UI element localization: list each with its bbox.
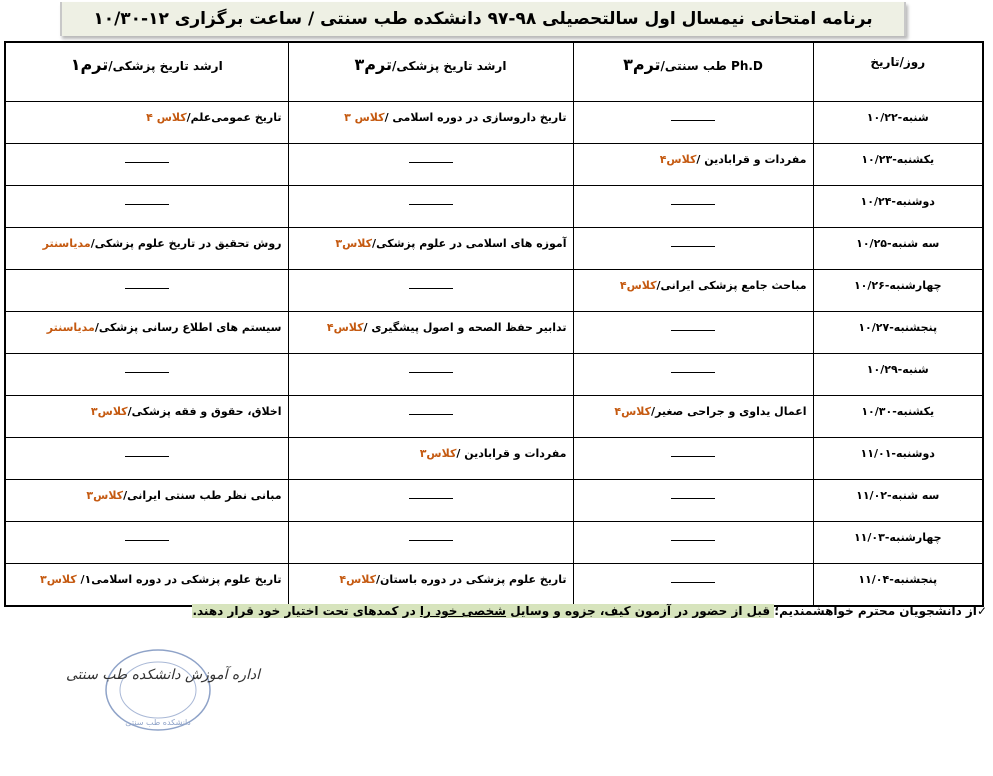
room-label: کلاس۳ (419, 447, 457, 460)
row-date: چهارشنبه-۱۰/۲۶ (813, 270, 983, 312)
row-date: دوشنبه-۱۰/۲۴ (813, 186, 983, 228)
room-label: مدیاسنتر (46, 321, 95, 334)
dash-divider (409, 204, 453, 205)
empty-cell (5, 354, 288, 396)
row-date: سه شنبه-۱۰/۲۵ (813, 228, 983, 270)
empty-cell (5, 144, 288, 186)
dash-divider (671, 540, 715, 541)
row-date: یکشنبه-۱۰/۳۰ (813, 396, 983, 438)
stamp-seal-icon (98, 645, 218, 735)
empty-cell (5, 270, 288, 312)
signature-block (28, 645, 308, 735)
title-text: برنامه امتحانی نیمسال اول سالتحصیلی ۹۸-۹۷ دانشکده طب سنتی / ساعت برگزاری ۱۲-۱۰/۳۰ (93, 9, 873, 29)
empty-cell (5, 522, 288, 564)
header-term3: ارشد تاریخ پزشکی/ترم۳ (288, 42, 573, 102)
empty-cell (573, 522, 813, 564)
room-label: کلاس۴ (339, 573, 377, 586)
empty-cell (5, 186, 288, 228)
room-label: کلاس۴ (326, 321, 364, 334)
header-phd: Ph.D طب سنتی/ترم۳ (573, 42, 813, 102)
table-row (5, 438, 983, 480)
notice-body: قبل از حضور در آزمون کیف، جزوه و وسایل شخصی خود را در کمدهای تحت اختیار خود قرار دهند. (192, 604, 775, 618)
dash-divider (671, 120, 715, 121)
course-cell-t1: اخلاق، حقوق و فقه پزشکی/کلاس۳ (5, 396, 288, 438)
empty-cell (288, 480, 573, 522)
header-term1: ارشد تاریخ پزشکی/ترم۱ (5, 42, 288, 102)
empty-cell (288, 186, 573, 228)
room-label: مدیاسنتر (42, 237, 91, 250)
dash-divider (671, 582, 715, 583)
dash-divider (409, 414, 453, 415)
empty-cell (573, 354, 813, 396)
room-label: کلاس۴ (659, 153, 697, 166)
dash-divider (409, 288, 453, 289)
course-cell-t3: تاریخ داروسازی در دوره اسلامی /کلاس ۳ (288, 102, 573, 144)
signature-text: اداره آموزش دانشکده طب سنتی (65, 667, 261, 683)
course-cell-t1: مبانی نظر طب سنتی ایرانی/کلاس۳ (5, 480, 288, 522)
dash-divider (671, 330, 715, 331)
course-cell-t1: تاریخ عمومی‌علم/کلاس ۴ (5, 102, 288, 144)
table-row (5, 102, 983, 144)
empty-cell (573, 228, 813, 270)
course-cell-t1: سیستم های اطلاع رسانی پزشکی/مدیاسنتر (5, 312, 288, 354)
empty-cell (288, 522, 573, 564)
course-cell-t1: تاریخ علوم پزشکی در دوره اسلامی۱/ کلاس۳ (5, 564, 288, 607)
dash-divider (125, 204, 169, 205)
header-date: روز/تاریخ (813, 42, 983, 102)
table-header-row (5, 42, 983, 102)
dash-divider (409, 162, 453, 163)
table-row (5, 144, 983, 186)
empty-cell (573, 312, 813, 354)
room-label: کلاس۳ (335, 237, 373, 250)
table-row (5, 186, 983, 228)
table-row (5, 354, 983, 396)
dash-divider (671, 498, 715, 499)
room-label: کلاس۴ (619, 279, 657, 292)
dash-divider (125, 288, 169, 289)
room-label: کلاس۳ (40, 573, 81, 586)
room-label: کلاس۳ (86, 489, 124, 502)
course-cell-phd: مفردات و قرابادین /کلاس۴ (573, 144, 813, 186)
row-date: یکشنبه-۱۰/۲۳ (813, 144, 983, 186)
row-date: پنجشنبه-۱۱/۰۴ (813, 564, 983, 607)
room-label: کلاس ۴ (146, 111, 187, 124)
empty-cell (288, 396, 573, 438)
table-row (5, 522, 983, 564)
course-cell-t3: تدابیر حفظ الصحه و اصول پیشگیری /کلاس۴ (288, 312, 573, 354)
dash-divider (671, 372, 715, 373)
stamp-ring-text: دانشکده طب سنتی (125, 718, 191, 727)
table-row (5, 312, 983, 354)
empty-cell (5, 438, 288, 480)
empty-cell (573, 564, 813, 607)
dash-divider (671, 204, 715, 205)
dash-divider (125, 372, 169, 373)
course-cell-t3: آموزه های اسلامی در علوم پزشکی/کلاس۳ (288, 228, 573, 270)
course-cell-t1: روش تحقیق در تاریخ علوم پزشکی/مدیاسنتر (5, 228, 288, 270)
table-row (5, 564, 983, 607)
row-date: شنبه-۱۰/۲۲ (813, 102, 983, 144)
check-icon: ✓ (976, 604, 987, 618)
empty-cell (288, 270, 573, 312)
row-date: شنبه-۱۰/۲۹ (813, 354, 983, 396)
course-cell-phd: مباحث جامع پزشکی ایرانی/کلاس۴ (573, 270, 813, 312)
empty-cell (288, 354, 573, 396)
course-cell-phd: اعمال یداوی و جراحی صغیر/کلاس۴ (573, 396, 813, 438)
empty-cell (573, 102, 813, 144)
row-date: پنجشنبه-۱۰/۲۷ (813, 312, 983, 354)
course-cell-t3: مفردات و قرابادین /کلاس۳ (288, 438, 573, 480)
course-cell-t3: تاریخ علوم پزشکی در دوره باستان/کلاس۴ (288, 564, 573, 607)
row-date: دوشنبه-۱۱/۰۱ (813, 438, 983, 480)
empty-cell (573, 186, 813, 228)
dash-divider (671, 246, 715, 247)
dash-divider (409, 540, 453, 541)
table-row (5, 270, 983, 312)
exam-schedule-table (4, 41, 984, 607)
room-label: کلاس۳ (90, 405, 128, 418)
table-row (5, 228, 983, 270)
room-label: کلاس۴ (614, 405, 652, 418)
table-row (5, 480, 983, 522)
page-title (60, 2, 906, 36)
empty-cell (288, 144, 573, 186)
dash-divider (125, 162, 169, 163)
row-date: چهارشنبه-۱۱/۰۳ (813, 522, 983, 564)
table-row (5, 396, 983, 438)
row-date: سه شنبه-۱۱/۰۲ (813, 480, 983, 522)
dash-divider (409, 372, 453, 373)
empty-cell (573, 438, 813, 480)
room-label: کلاس ۳ (344, 111, 385, 124)
empty-cell (573, 480, 813, 522)
students-notice: ✓از دانشجویان محترم خواهشمندیم؛ قبل از حضور در آزمون کیف، جزوه و وسایل شخصی خود را در کمدهای تحت اختیار خود قرار دهند. (192, 604, 987, 618)
dash-divider (125, 456, 169, 457)
dash-divider (409, 498, 453, 499)
dash-divider (125, 540, 169, 541)
dash-divider (671, 456, 715, 457)
